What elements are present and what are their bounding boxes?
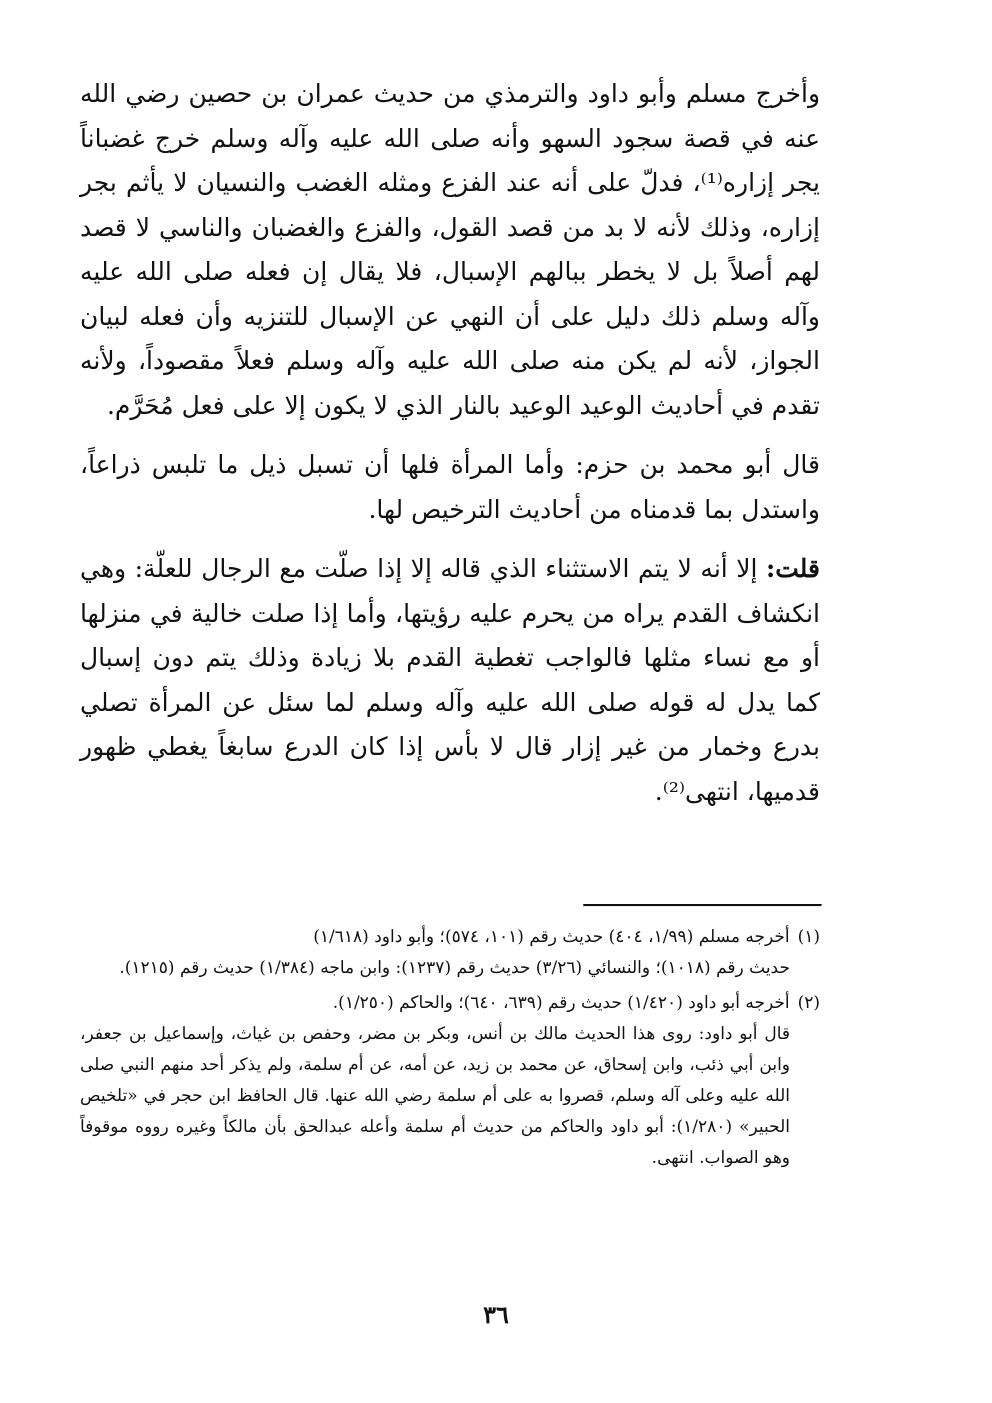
footnote-line: قال أبو داود: روى هذا الحديث مالك بن أنس، وبكر بن مضر، وحفص بن (278, 1024, 791, 1044)
footnote-line: عن أمه، عن أم سلمة، ولم يذكر أحد منهم النبي صلى الله عليه وعلى آله وسلم، (80, 1055, 791, 1106)
text-line: ظهور قدميها، انتهى⁽²⁾. (80, 732, 820, 806)
text-line: تصلي بدرع وخمار من غير إزار قال لا بأس إذا كان الدرع سابغاً يغطي (80, 687, 820, 761)
footnote-line: قصروا به على أم سلمة رضي الله عنها. قال الحافظ ابن حجر في «تلخيص (80, 1086, 604, 1106)
text-line: صلى الله عليه وآله وسلم ذلك دليل على أن النهي عن الإسبال للتنزيه وأن فعله (80, 257, 820, 331)
footnote-continuation (80, 1019, 820, 1174)
footnote-number: (١) (797, 927, 820, 947)
text-line: والناسي لا قصد لهم أصلاً بل لا يخطر ببالهم الإسبال، فلا يقال إن فعله (80, 212, 821, 286)
text-line: ذراعاً، واستدل بما قدمناه من أحاديث الترخيص لها. (80, 450, 820, 524)
footnote-line: أخرجه أبو داود (١/٤٢٠) حديث رقم (٦٣٩، ٦٤٠)؛ والحاكم (١/٢٥٠). (332, 993, 790, 1013)
text-line: رضي الله عنه في قصة سجود السهو وأنه صلى الله عليه وآله وسلم خرج (80, 79, 820, 153)
text-line: للعلّة: وهي انكشاف القدم يراه من يحرم عليه رؤيتها، وأما إذا صلت (80, 554, 820, 628)
text-line: يأثم بجر إزاره، وذلك لأنه لا بد من قصد القول، والفزع والغضبان (80, 168, 820, 242)
text-line: خالية في منزلها أو مع نساء مثلها فالواجب تغطية القدم بلا زيادة وذلك يتم (80, 598, 821, 672)
footnote-2 (80, 988, 820, 1174)
footnote-line: الحبير» (١/٢٨٠): أبو داود والحاكم من حديث أم سلمة وأعله عبدالحق بأن (264, 1117, 791, 1137)
footnote-separator (583, 904, 822, 907)
footnote-1 (80, 922, 820, 984)
text-line: ولأنه تقدم في أحاديث الوعيد الوعيد بالنار الذي لا يكون إلا على فعل (80, 346, 820, 420)
text-line: دون إسبال كما يدل له قوله صلى الله عليه وآله وسلم لما سئل عن المرأة (80, 643, 820, 717)
footnote-number: (٢) (797, 993, 820, 1013)
text-line: إلا أنه لا يتم الاستثناء الذي قاله إلا إذا صلّت مع الرجال (201, 554, 758, 583)
text-line: وأخرج مسلم وأبو داود والترمذي من حديث عمران بن حصين (188, 79, 821, 108)
footnotes (80, 922, 820, 1174)
paragraph-3 (80, 547, 820, 814)
text-line: غضباناً يجر إزاره⁽¹⁾، فدلّ على أنه عند الفزع ومثله الغضب والنسيان لا (80, 123, 820, 197)
footnote-line: أخرجه مسلم (١/٩٩، ٤٠٤) حديث رقم (١٠١، ٥٧٤)؛ وأبو داود (١/٦١٨) (313, 927, 790, 947)
footnote-line: (١/٣٨٤) حديث رقم (١٢١٥). (119, 958, 315, 978)
text-line: مُحَرَّم. (106, 390, 174, 420)
footnote-line: حديث رقم (١٠١٨)؛ والنسائي (٣/٢٦) حديث رقم (١٢٣٧): وابن ماجه (320, 958, 790, 978)
footnote-line: غياث، وإسماعيل بن جعفر، وابن أبي ذئب، وابن إسحاق، عن محمد بن زيد، (80, 1024, 791, 1075)
paragraph-2 (80, 443, 820, 532)
footnote-line: مالكاً وغيره رووه موقوفاً وهو الصواب. انتهى. (80, 1117, 790, 1168)
text-line: قال أبو محمد بن حزم: وأما المرأة فلها أن تسبل ذيل ما تلبس (151, 450, 820, 479)
footnote-continuation (80, 953, 820, 984)
page-number: ٣٦ (483, 1300, 509, 1329)
text-line: لبيان الجواز، لأنه لم يكن منه صلى الله عليه وآله وسلم فعلاً مقصوداً، (80, 301, 820, 375)
main-text (80, 72, 820, 814)
paragraph-lead: قلت: (766, 554, 821, 583)
paragraph-1 (80, 72, 820, 428)
